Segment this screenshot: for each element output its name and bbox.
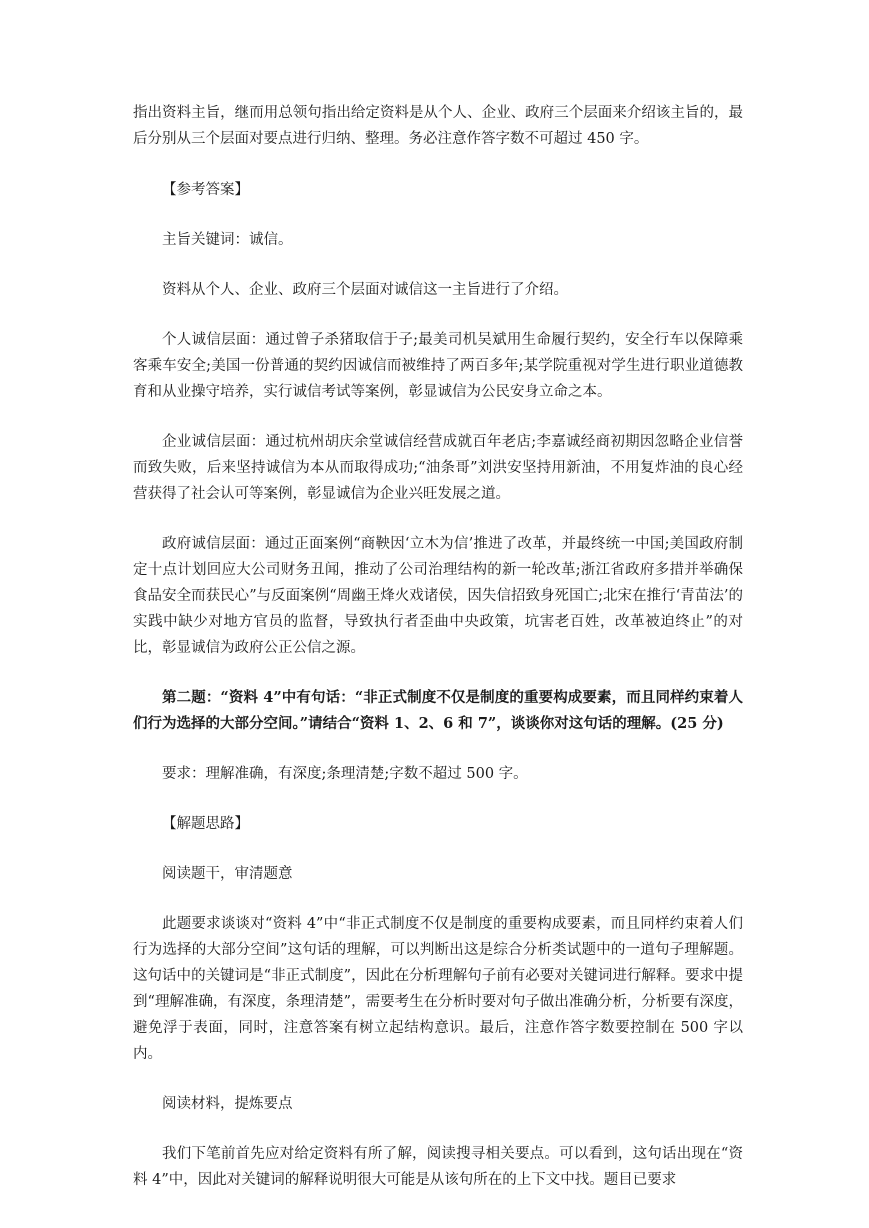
requirements-paragraph: 要求：理解准确，有深度;条理清楚;字数不超过 500 字。 xyxy=(162,766,528,782)
question-two-heading: 第二题：“资料 4”中有句话：“非正式制度不仅是制度的重要构成要素，而且同样约束着人们行为选择的大部分空间。”请结合“资料 1、2、6 和 7”，谈谈你对这句话的理解。(25 分) xyxy=(133,689,743,732)
document-page xyxy=(133,100,743,1193)
enterprise-integrity-paragraph: 企业诚信层面：通过杭州胡庆余堂诚信经营成就百年老店;李嘉诚经商初期因忽略企业信誉而致失败，后来坚持诚信为本从而取得成功;“油条哥”刘洪安坚持用新油，不用复炸油的良心经营获得了社会认可等案例，彰显诚信为企业兴旺发展之道。 xyxy=(133,434,743,502)
solution-approach-heading: 【解题思路】 xyxy=(162,816,249,832)
analysis-paragraph: 此题要求谈谈对“资料 4”中“非正式制度不仅是制度的重要构成要素，而且同样约束着人们行为选择的大部分空间”这句话的理解，可以判断出这是综合分析类试题中的一道句子理解题。这句话中的关键词是“非正式制度”，因此在分析理解句子前有必要对关键词进行解释。要求中提到“理解准确，有深度，条理清楚”，需要考生在分析时要对句子做出准确分析，分析要有深度，避免浮于表面，同时，注意答案有树立起结构意识。最后，注意作答字数要控制在 500 字以内。 xyxy=(133,916,743,1062)
reference-answer-heading: 【参考答案】 xyxy=(162,182,249,198)
step-read-materials: 阅读材料，提炼要点 xyxy=(162,1096,293,1112)
keyword-paragraph: 主旨关键词：诚信。 xyxy=(162,232,293,248)
government-integrity-paragraph: 政府诚信层面：通过正面案例“商鞅因‘立木为信’推进了改革，并最终统一中国;美国政府制定十点计划回应大公司财务丑闻，推动了公司治理结构的新一轮改革;浙江省政府多措并举确保食品安全而获民心”与反面案例“周幽王烽火戏诸侯，因失信招致身死国亡;北宋在推行‘青苗法’的实践中缺少对地方官员的监督，导致执行者歪曲中央政策，坑害老百姓，改革被迫终止”的对比，彰显诚信为政府公正公信之源。 xyxy=(133,536,743,656)
materials-paragraph: 我们下笔前首先应对给定资料有所了解，阅读搜寻相关要点。可以看到，这句话出现在“资料 4”中，因此对关键词的解释说明很大可能是从该句所在的上下文中找。题目已要求 xyxy=(133,1146,743,1188)
intro-paragraph: 指出资料主旨，继而用总领句指出给定资料是从个人、企业、政府三个层面来介绍该主旨的，最后分别从三个层面对要点进行归纳、整理。务必注意作答字数不可超过 450 字。 xyxy=(133,105,743,147)
overview-paragraph: 资料从个人、企业、政府三个层面对诚信这一主旨进行了介绍。 xyxy=(162,282,568,298)
step-read-question: 阅读题干，审清题意 xyxy=(162,866,293,882)
personal-integrity-paragraph: 个人诚信层面：通过曾子杀猪取信于子;最美司机吴斌用生命履行契约，安全行车以保障乘客乘车安全;美国一份普通的契约因诚信而被维持了两百多年;某学院重视对学生进行职业道德教育和从业操守培养，实行诚信考试等案例，彰显诚信为公民安身立命之本。 xyxy=(133,332,743,400)
